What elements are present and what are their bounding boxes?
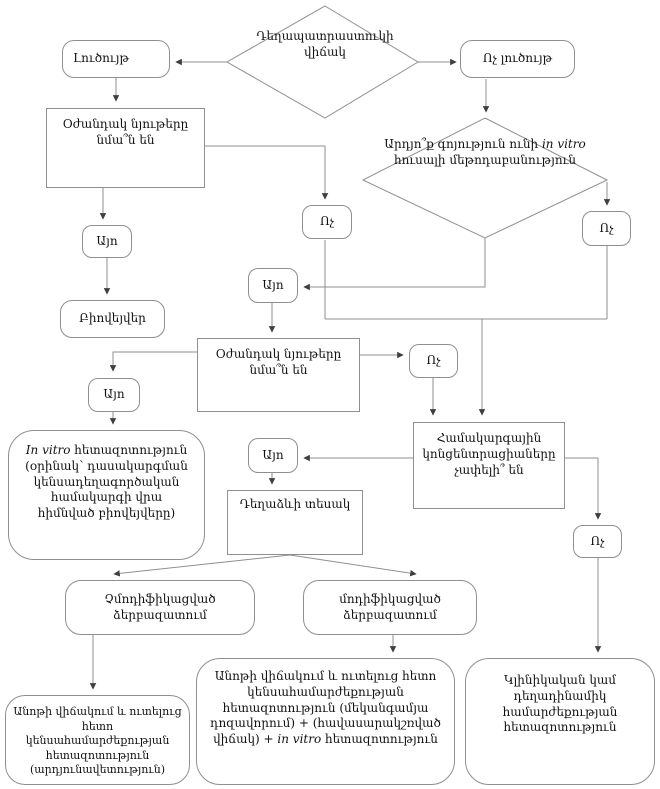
node-be-plus-invitro-label <box>207 669 444 748</box>
node-biowaiver-label: Բիովեյվեր <box>79 311 146 326</box>
node-dosage-form <box>227 490 363 555</box>
label-yes-4 <box>248 438 298 473</box>
node-excipients-similar-2-label: Օժանդակ նյութերը նմա՞ն են <box>215 347 342 377</box>
label-yes-2 <box>248 268 298 303</box>
no-2-text: Ոչ <box>599 220 614 235</box>
edge-excipients1-to-no1 <box>205 146 325 199</box>
label-no-2 <box>582 211 631 246</box>
node-be-fasted-fed-label: Անոթի վիճակում և ուտելուց հետո կենսահամարժեքության հետազոտություն (արդյունավետություն) <box>13 705 182 777</box>
no-4-text: Ոչ <box>590 533 605 548</box>
node-biowaiver <box>60 300 165 338</box>
node-solution-label: Լուծույթ <box>73 51 129 66</box>
node-invitro-study <box>8 430 205 560</box>
invitro-rest-text: հետազոտություն (օրինակ՝ դասակարգման կենսադեղագործական համակարգի վրա հիմնված բիովեյվերը) <box>25 443 188 521</box>
decision-methodology-label <box>367 136 603 168</box>
methodology-text-pre: Արդյո՞ք գոյություն ունի <box>384 137 542 151</box>
edge-excipients2-to-yes3 <box>113 352 197 371</box>
label-no-3 <box>409 344 458 378</box>
node-dosage-form-label: Դեղաձևի տեսակ <box>239 497 351 511</box>
edge-methodology-to-yes2 <box>304 238 485 287</box>
node-be-plus-invitro <box>196 658 455 785</box>
be-invitro-post-text: հետազոտություն <box>321 732 438 747</box>
node-systemic-label: Համակարգային կոնցենտրացիաները չափելի՞ են <box>422 431 556 477</box>
node-excipients-similar-2 <box>197 338 360 412</box>
edge-systemic-to-no4 <box>565 458 598 519</box>
label-yes-1 <box>82 225 132 258</box>
node-unmodified-release <box>65 580 255 635</box>
no-1-text: Ոչ <box>320 214 334 229</box>
node-modified-release <box>303 580 477 635</box>
node-excipients-similar-1-label: Օժանդակ նյութերը նմա՞ն են <box>62 117 189 147</box>
node-solution <box>62 40 170 78</box>
yes-1-text: Այո <box>96 233 118 248</box>
yes-3-text: Այո <box>103 387 125 402</box>
decision-drug-state-shape <box>227 6 418 118</box>
yes-2-text: Այո <box>262 277 284 292</box>
node-unmodified-label: Չմոդիֆիկացված ձերբազատում <box>104 591 216 622</box>
node-excipients-similar-1 <box>46 108 205 188</box>
be-invitro-pre-text: Անոթի վիճակում և ուտելուց հետո կենսահամարժեքության հետազոտություն (մեկանգամյա դոզավորում) + (հավասարակշռված վիճակ) + <box>210 669 441 747</box>
be-invitro-italic-text: in vitro <box>277 732 322 747</box>
node-clinical-pd <box>465 658 655 785</box>
node-modified-label: մոդիֆիկացված ձերբազատում <box>339 591 441 622</box>
invitro-italic-text: In vitro <box>25 443 71 457</box>
edge-dosage-to-modified <box>290 555 416 574</box>
node-systemic-concentrations <box>413 422 565 509</box>
no-3-text: Ոչ <box>426 353 441 368</box>
node-not-solution-label: Ոչ լուծույթ <box>482 51 553 66</box>
node-be-fasted-fed <box>5 695 190 785</box>
label-no-4 <box>573 525 622 558</box>
methodology-text-post: հուսալի մեթոդաբանություն <box>393 153 577 168</box>
yes-4-text: Այո <box>262 447 284 462</box>
methodology-text-invitro: in vitro <box>541 137 586 151</box>
node-not-solution <box>460 40 575 78</box>
node-clinical-pd-label: Կլինիկական կամ դեղադինամիկ համարժեքության հետազոտություն <box>502 673 618 735</box>
decision-drug-state-label: Դեղապատրաստուկի վիճակ <box>256 29 394 60</box>
label-yes-3 <box>88 378 140 412</box>
label-no-1 <box>302 205 352 239</box>
node-invitro-study-label <box>21 443 192 522</box>
